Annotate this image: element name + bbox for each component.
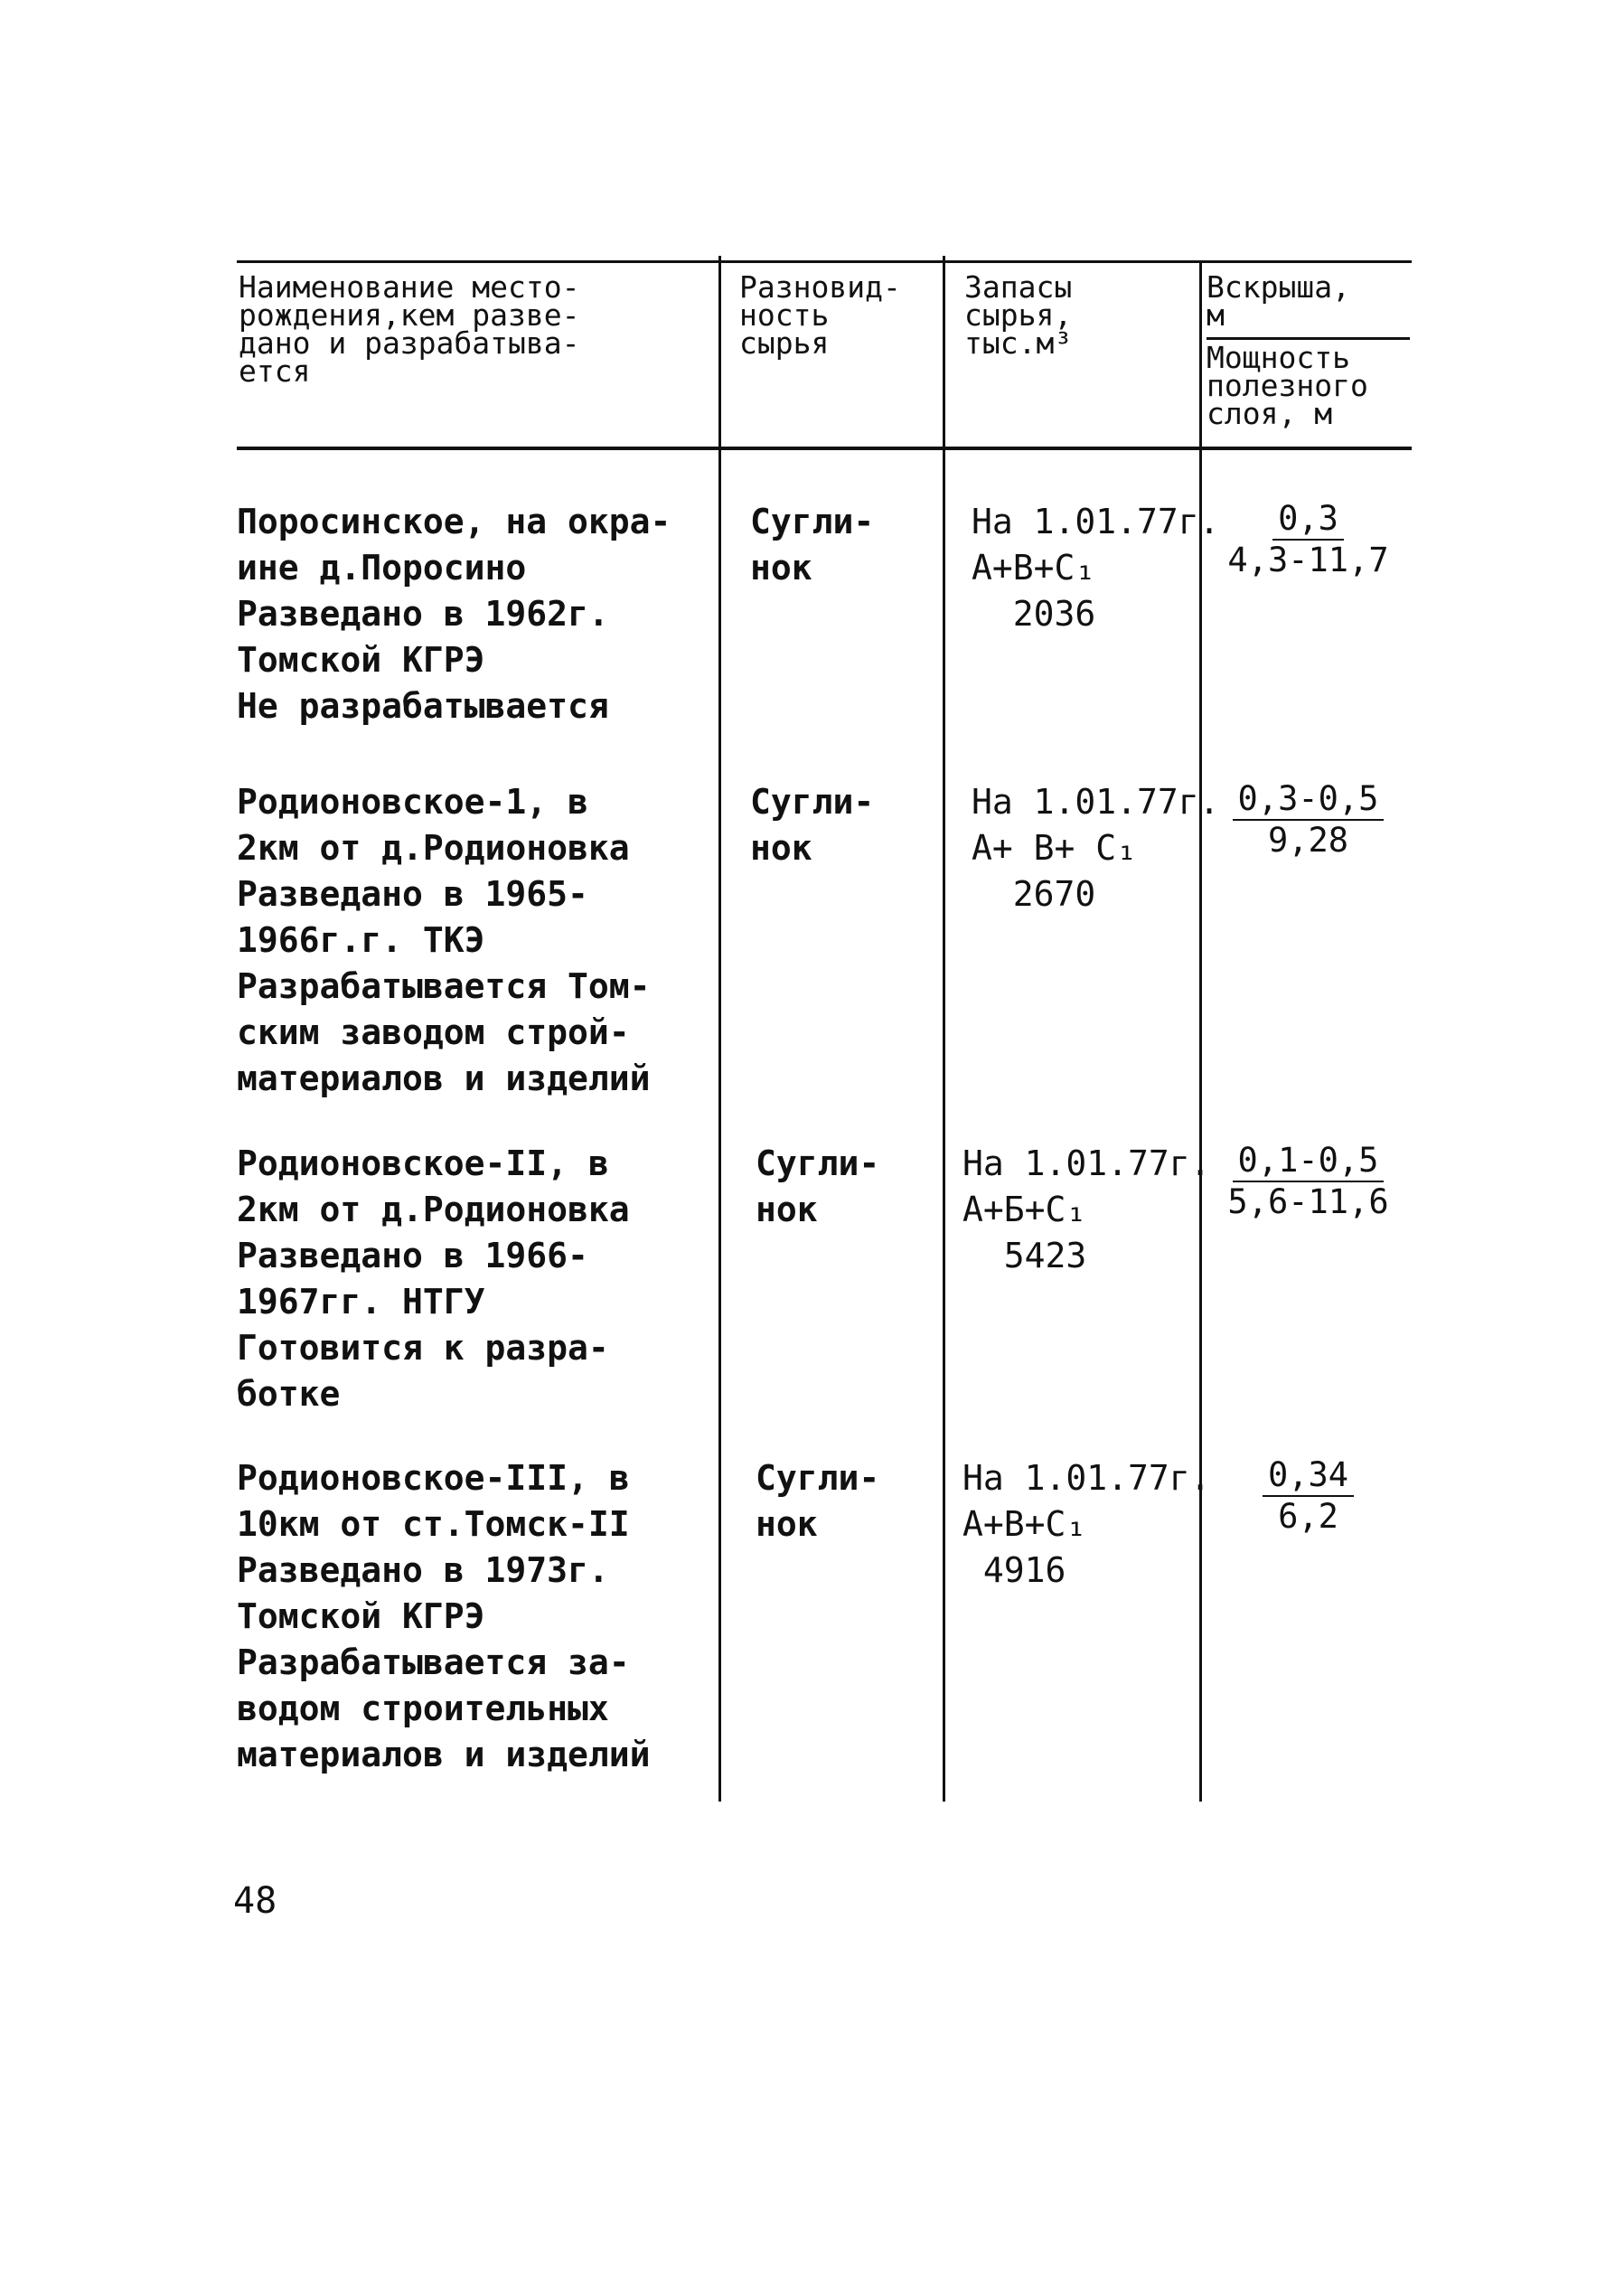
row-1-reserves: На 1.01.77г. А+В+С₁ 2036	[972, 502, 1220, 634]
column-divider-2	[943, 256, 945, 1802]
header-layer-thickness: Мощность полезного слоя, м	[1207, 340, 1368, 431]
row-1-thickness: 4,3-11,7	[1227, 541, 1389, 579]
page-number: 48	[233, 1880, 277, 1922]
table-top-rule	[237, 260, 1412, 263]
row-1-overburden: 0,3	[1272, 499, 1344, 541]
header-overburden: Вскрыша, м	[1207, 269, 1350, 333]
row-1-deposit-name: Поросинское, на окра- ине д.Поросино Разведано в 1962г. Томской КГРЭ Не разрабатывается	[237, 502, 671, 726]
column-divider-1	[718, 256, 721, 1802]
row-3-raw-material-type: Сугли- нок	[756, 1143, 880, 1229]
row-1-overburden-thickness	[1207, 499, 1410, 580]
row-1-raw-material-type: Сугли- нок	[750, 502, 875, 588]
row-4-deposit-name: Родионовское-III, в 10км от ст.Томск-II Разведано в 1973г. Томской КГРЭ Разрабатывается за- водом строительных материалов и изделий	[237, 1458, 651, 1774]
row-2-overburden: 0,3-0,5	[1233, 779, 1385, 821]
row-2-raw-material-type: Сугли- нок	[750, 782, 875, 868]
row-4-raw-material-type: Сугли- нок	[756, 1458, 880, 1544]
row-3-reserves: На 1.01.77г. А+Б+С₁ 5423	[962, 1143, 1211, 1275]
header-deposit-name: Наименование место- рождения,кем разве- дано и разрабатыва- ется	[239, 269, 580, 389]
row-4-overburden: 0,34	[1263, 1455, 1354, 1497]
row-3-thickness: 5,6-11,6	[1227, 1182, 1389, 1221]
row-3-overburden: 0,1-0,5	[1233, 1141, 1385, 1182]
row-3-deposit-name: Родионовское-II, в 2км от д.Родионовка Разведано в 1966- 1967гг. НТГУ Готовится к разра- ботке	[237, 1143, 630, 1414]
header-raw-material-type: Разновид- ность сырья	[739, 269, 901, 361]
row-4-thickness: 6,2	[1278, 1497, 1338, 1536]
row-2-reserves: На 1.01.77г. А+ В+ С₁ 2670	[972, 782, 1220, 914]
row-4-overburden-thickness	[1207, 1455, 1410, 1537]
row-2-thickness: 9,28	[1267, 821, 1349, 860]
header-bottom-rule	[237, 447, 1412, 450]
row-3-overburden-thickness	[1207, 1141, 1410, 1222]
row-2-overburden-thickness	[1207, 779, 1410, 861]
header-reserves: Запасы сырья, тыс.м³	[964, 269, 1073, 361]
row-4-reserves: На 1.01.77г. А+В+С₁ 4916	[962, 1458, 1211, 1590]
row-2-deposit-name: Родионовское-1, в 2км от д.Родионовка Разведано в 1965- 1966г.г. ТКЭ Разрабатывается Том- ским заводом строй- материалов и изделий	[237, 782, 651, 1098]
